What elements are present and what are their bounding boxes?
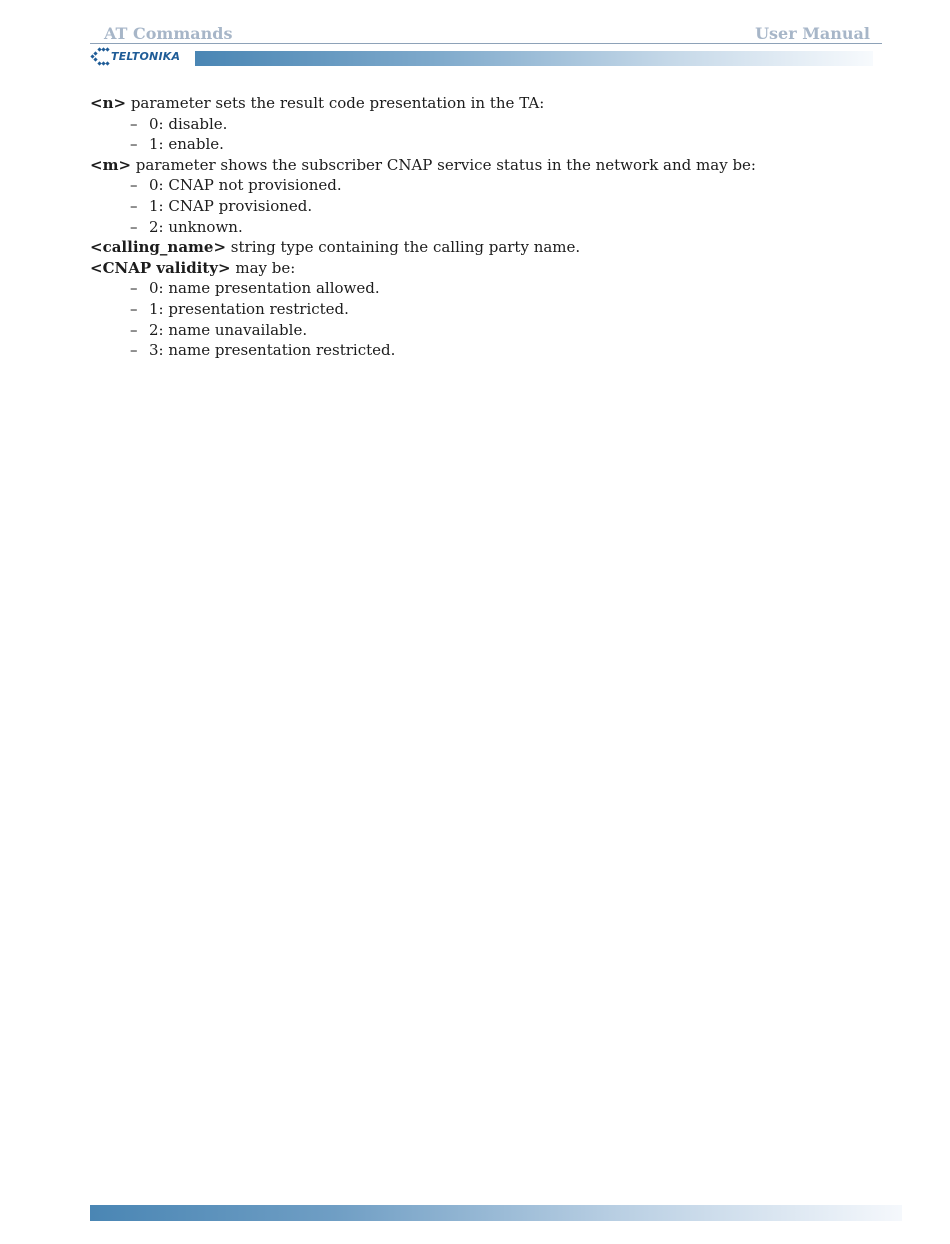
option-text: 2: name unavailable. [149, 320, 308, 339]
option-text: 2: unknown. [149, 217, 243, 236]
param-m-description: parameter shows the subscriber CNAP service status in the network and may be: [131, 155, 756, 174]
param-cnap-validity-description: may be: [230, 258, 296, 277]
param-calling-name-description: string type containing the calling party name. [226, 238, 581, 257]
list-item [90, 299, 890, 320]
list-item [90, 196, 890, 217]
param-cnap-validity [90, 258, 890, 279]
param-n [90, 93, 890, 114]
option-text: 3: name presentation restricted. [149, 341, 396, 360]
list-item [90, 175, 890, 196]
list-item [90, 114, 890, 135]
dash-bullet: – [130, 114, 138, 133]
param-m-name: <m> [90, 155, 132, 174]
param-m [90, 155, 890, 176]
option-text: 1: presentation restricted. [149, 299, 349, 318]
dash-bullet: – [130, 217, 138, 236]
option-text: 0: CNAP not provisioned. [149, 176, 342, 195]
footer-gradient-band [90, 1205, 902, 1221]
header-divider [90, 43, 882, 44]
header-manual-label: User Manual [755, 24, 870, 43]
param-calling-name [90, 237, 890, 258]
dash-bullet: – [130, 279, 138, 298]
dash-bullet: – [130, 135, 138, 154]
logo-wordmark: TELTONIKA [111, 50, 181, 63]
param-cnap-validity-name: <CNAP validity> [90, 258, 231, 277]
dash-bullet: – [130, 176, 138, 195]
header-gradient-band [195, 51, 873, 66]
param-n-name: <n> [90, 94, 127, 112]
dash-bullet: – [130, 341, 138, 360]
option-text: 1: enable. [149, 135, 224, 154]
dash-bullet: – [130, 320, 138, 339]
header-doc-title: AT Commands [104, 24, 233, 43]
list-item [90, 134, 890, 155]
dash-bullet: – [130, 196, 138, 215]
param-n-description: parameter sets the result code presentation in the TA: [126, 94, 545, 112]
list-item [90, 340, 890, 361]
option-text: 1: CNAP provisioned. [149, 196, 313, 215]
option-text: 0: name presentation allowed. [149, 279, 380, 298]
document-body [90, 93, 890, 361]
teltonika-logo-icon [90, 47, 110, 66]
teltonika-logo [90, 47, 192, 66]
list-item [90, 217, 890, 238]
list-item [90, 278, 890, 299]
param-calling-name-name: <calling_name> [90, 238, 227, 257]
list-item [90, 320, 890, 341]
dash-bullet: – [130, 299, 138, 318]
option-text: 0: disable. [149, 114, 228, 133]
